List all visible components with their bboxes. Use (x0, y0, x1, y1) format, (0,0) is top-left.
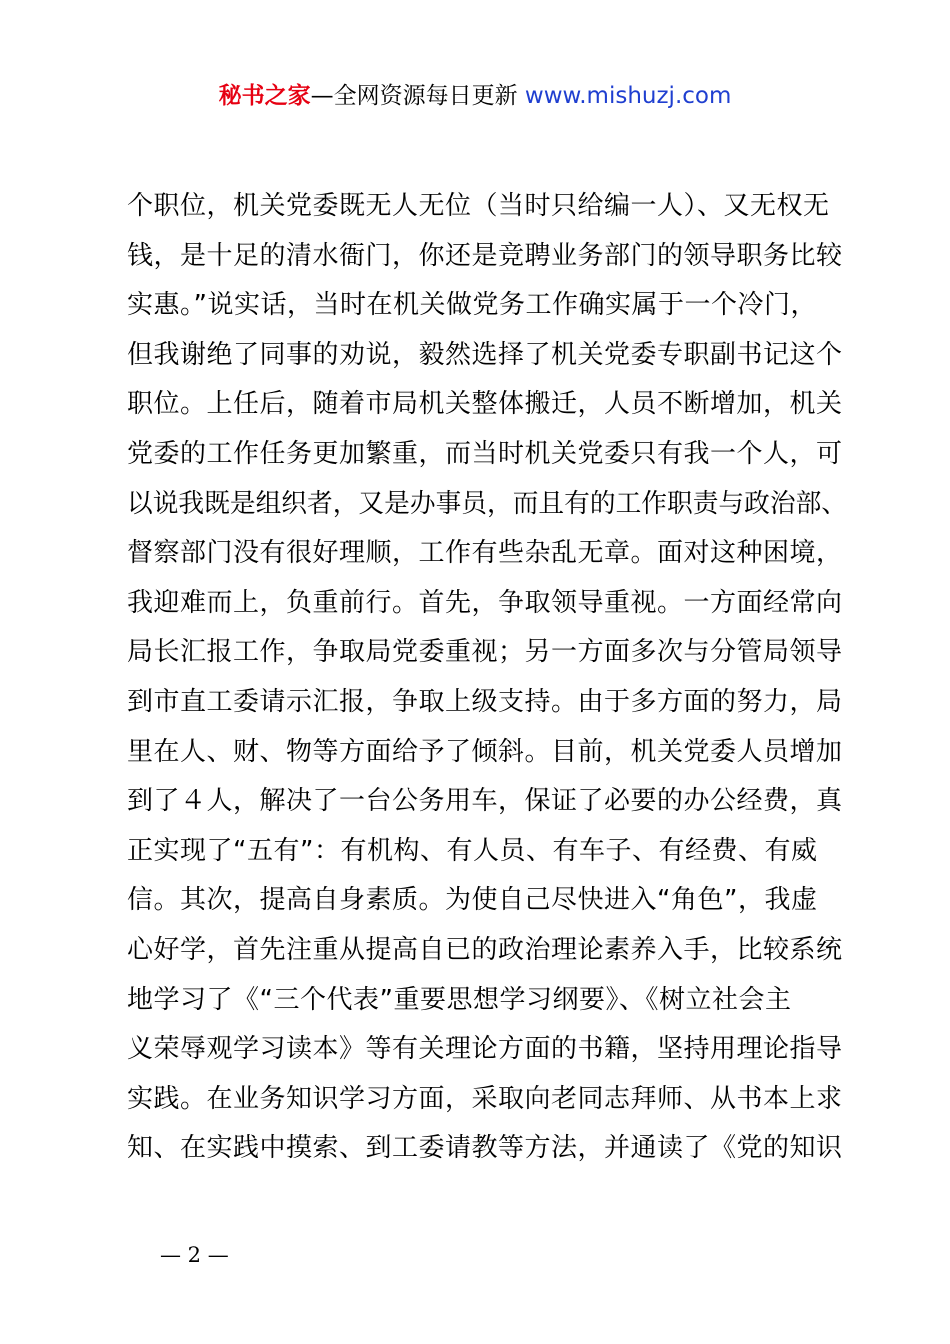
text-line: 钱，是十足的清水衙门，你还是竞聘业务部门的领导职务比较 (127, 240, 843, 271)
text-line: 到市直工委请示汇报，争取上级支持。由于多方面的努力，局 (127, 686, 843, 717)
text-line: 局长汇报工作，争取局党委重视；另一方面多次与分管局领导 (127, 637, 843, 668)
text-line: 心好学，首先注重从提高自已的政治理论素养入手，比较系统 (127, 934, 843, 965)
text-line: 知、在实践中摸索、到工委请教等方法，并通读了《党的知识 (127, 1133, 843, 1164)
text-line: 实践。在业务知识学习方面，采取向老同志拜师、从书本上求 (127, 1083, 843, 1114)
text-line: 但我谢绝了同事的劝说，毅然选择了机关党委专职副书记这个 (127, 339, 843, 370)
site-brand: 秘书之家 (218, 83, 311, 109)
text-line: 我迎难而上，负重前行。首先，争取领导重视。一方面经常向 (127, 587, 843, 618)
text-line: 党委的工作任务更加繁重，而当时机关党委只有我一个人，可 (127, 438, 843, 469)
document-body (127, 186, 847, 1178)
text-line: 职位。上任后，随着市局机关整体搬迁，人员不断增加，机关 (127, 389, 843, 420)
text-line: 到了４人，解决了一台公务用车，保证了必要的办公经费，真 (127, 786, 843, 817)
text-line: 地学习了《“三个代表”重要思想学习纲要》、《树立社会主 (127, 984, 792, 1015)
text-line: 个职位，机关党委既无人无位（当时只给编一人）、又无权无 (127, 191, 830, 221)
text-line: 义荣辱观学习读本》等有关理论方面的书籍，坚持用理论指导 (127, 1034, 843, 1065)
text-line: 实惠。”说实话，当时在机关做党务工作确实属于一个冷门， (127, 290, 817, 321)
site-url-link[interactable]: www.mishuzj.com (524, 83, 732, 109)
text-line: 督察部门没有很好理顺，工作有些杂乱无章。面对这种困境， (127, 538, 843, 569)
page-number: — 2 — (160, 1243, 229, 1267)
text-line: 里在人、财、物等方面给予了倾斜。目前，机关党委人员增加 (127, 736, 843, 767)
text-line: 信。其次，提高自身素质。为使自己尽快进入“角色”，我虚 (127, 885, 818, 916)
text-line: 以说我既是组织者，又是办事员，而且有的工作职责与政治部、 (127, 488, 848, 519)
site-tagline: —全网资源每日更新 (310, 83, 518, 109)
site-header (0, 80, 950, 112)
text-line: 正实现了“五有”：有机构、有人员、有车子、有经费、有威 (127, 835, 818, 866)
